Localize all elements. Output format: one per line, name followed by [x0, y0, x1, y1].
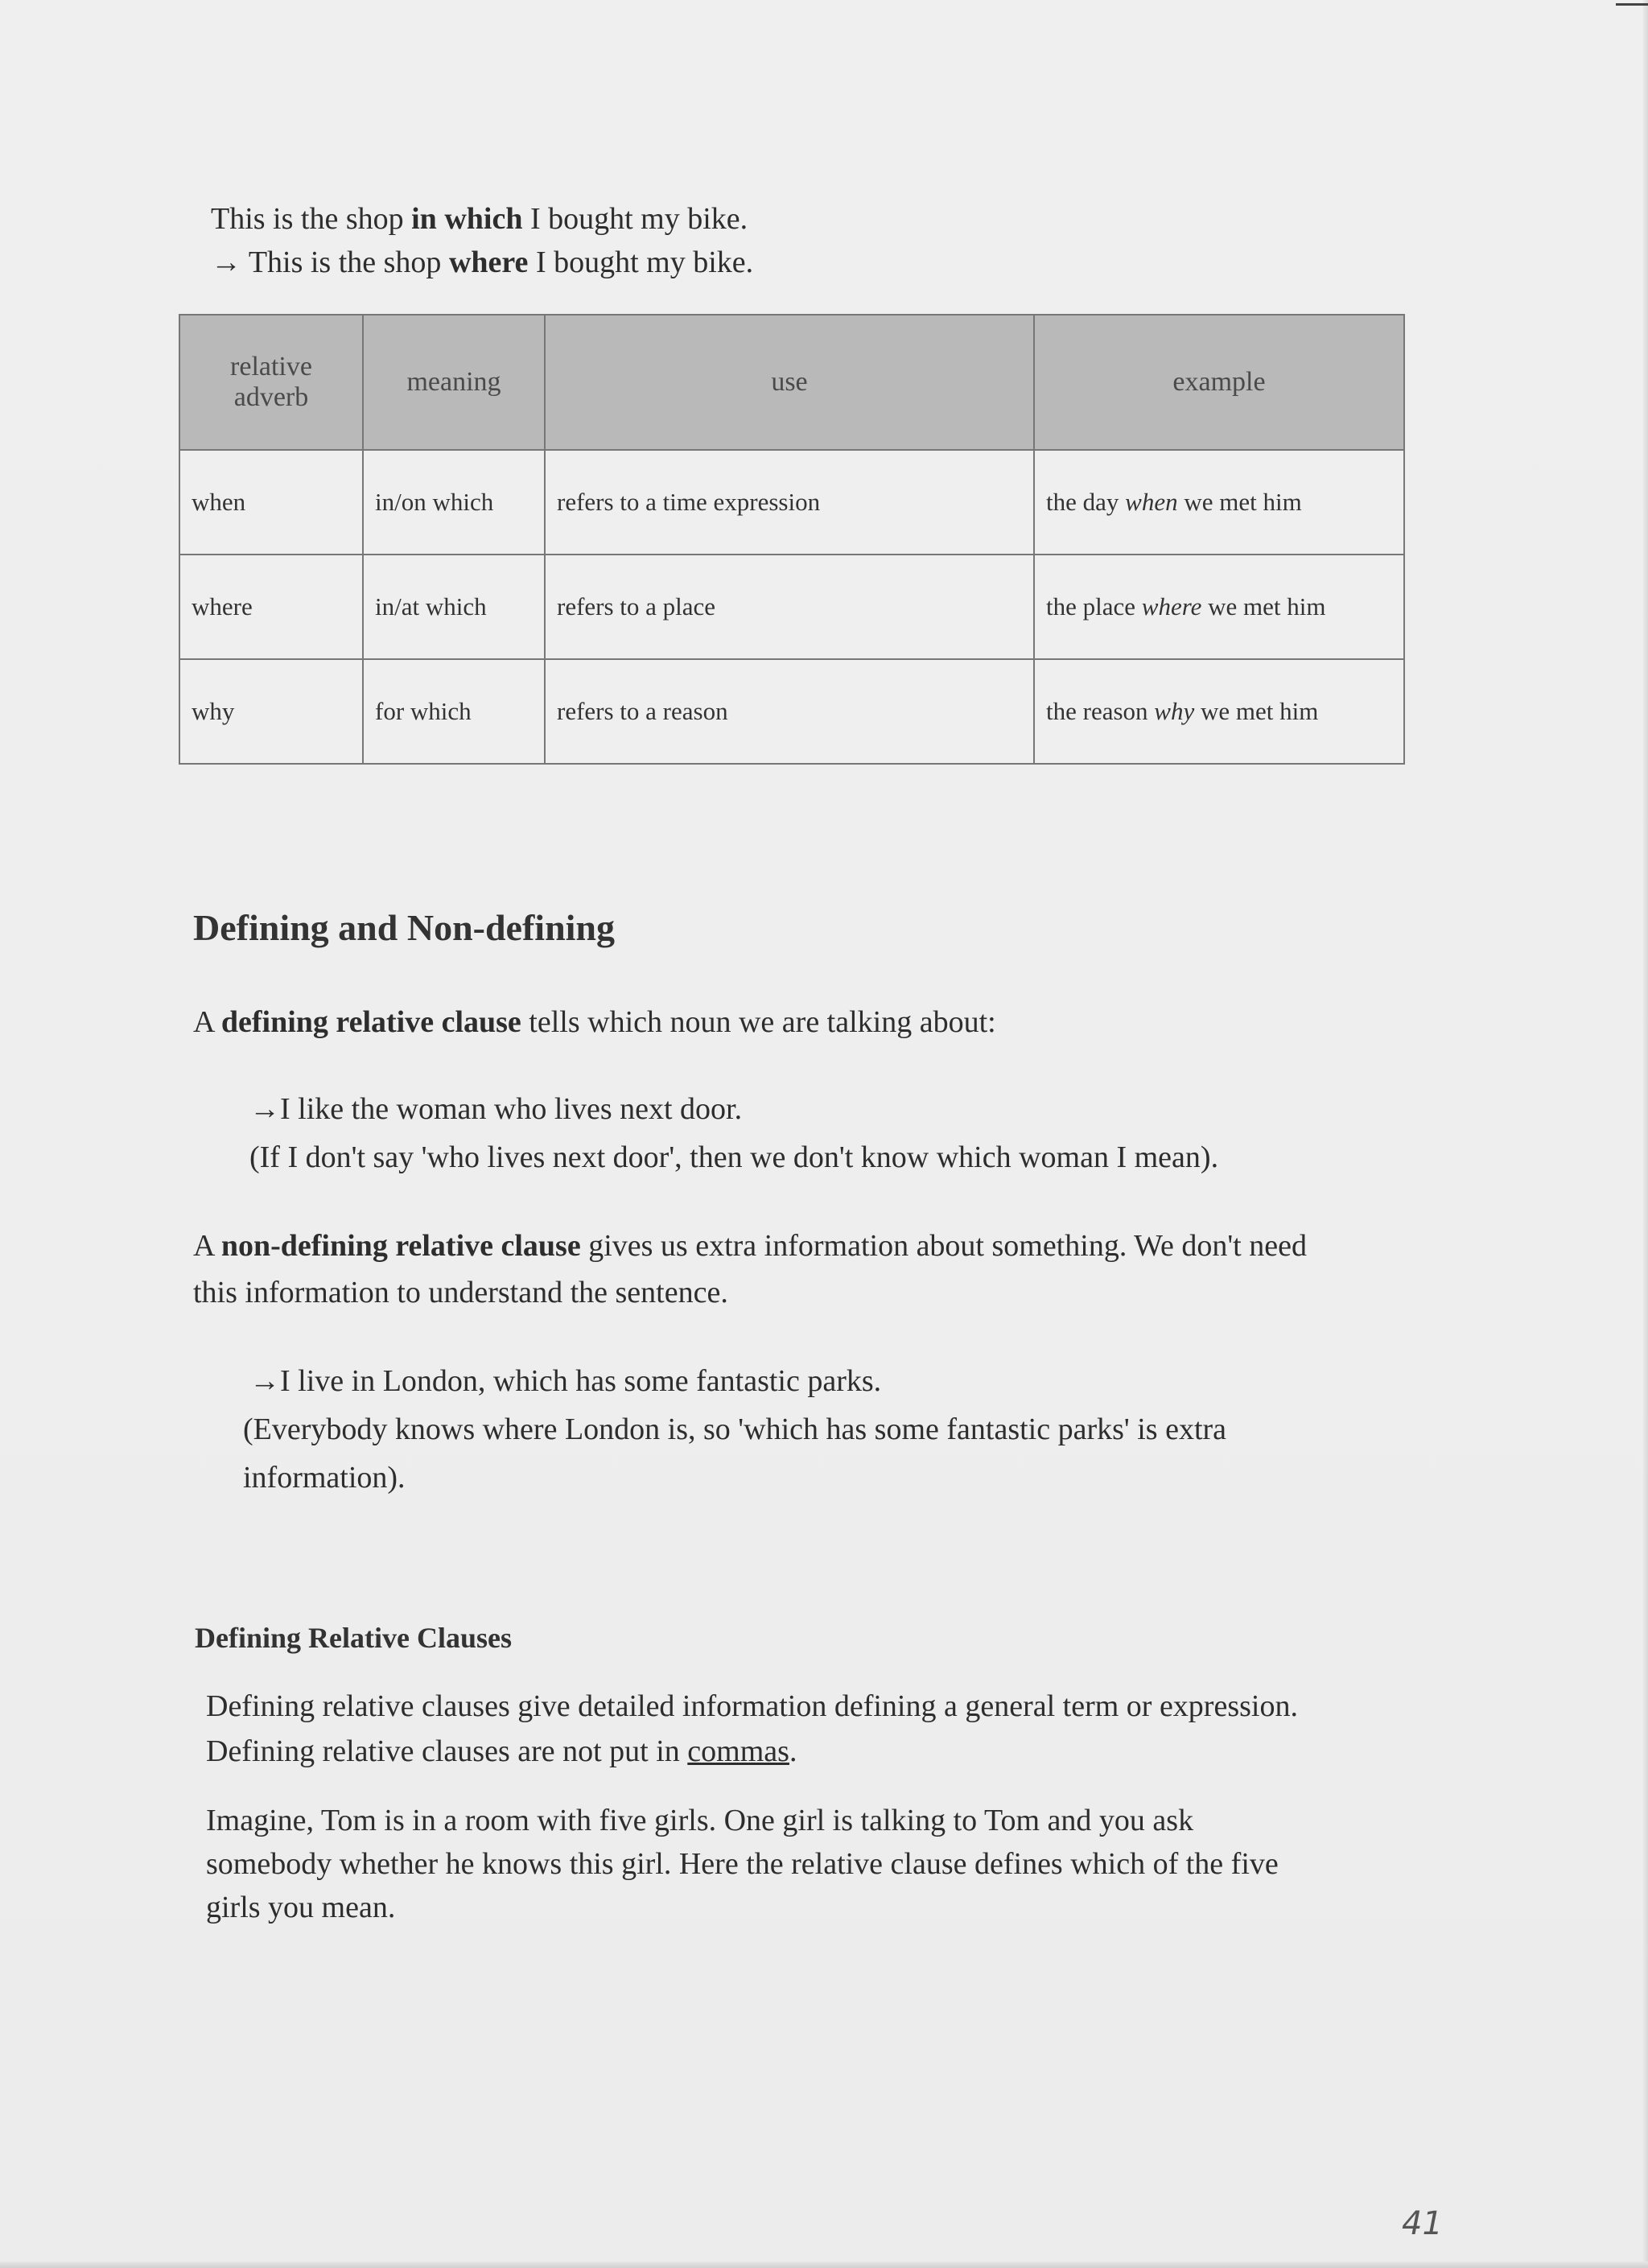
table-row [179, 555, 1404, 659]
defining-text-end: tells which noun we are talking about: [521, 1005, 996, 1039]
header-relative-adverb: relative adverb [179, 315, 363, 450]
example-2-explanation-line-2: information). [243, 1461, 406, 1495]
nondefining-text: A [193, 1229, 221, 1263]
page-edge-bottom [0, 2262, 1648, 2268]
intro-2-text-end: I bought my bike. [528, 245, 754, 279]
defining-text: A [193, 1005, 221, 1039]
defining-term: defining relative clause [220, 1005, 521, 1039]
defining-paragraph-2-line-3: girls you mean. [206, 1891, 396, 1924]
defining-definition [193, 1003, 996, 1041]
p1-text: Defining relative clauses are not put in [206, 1734, 688, 1768]
intro-sentence-1 [211, 200, 748, 238]
scan-mark [1616, 3, 1648, 6]
header-use: use [545, 315, 1034, 450]
example-italic: when [1125, 488, 1178, 516]
example-text-end: we met him [1194, 697, 1319, 725]
example-1-sentence: →I like the woman who lives next door. [249, 1092, 743, 1126]
nondefining-term: non-defining relative clause [220, 1229, 581, 1263]
example-text: the reason [1046, 697, 1155, 725]
intro-1-bold: in which [411, 202, 523, 236]
defining-paragraph-1-line-2 [206, 1732, 797, 1771]
intro-2-text: → This is the shop [211, 245, 449, 279]
cell-example [1034, 450, 1404, 555]
cell-meaning: in/on which [363, 450, 545, 555]
example-text: the day [1046, 488, 1126, 516]
relative-adverb-table [179, 314, 1405, 765]
cell-meaning: for which [363, 659, 545, 764]
commas-underlined: commas [687, 1734, 789, 1768]
subsection-heading: Defining Relative Clauses [195, 1622, 512, 1654]
table-header-row [179, 315, 1404, 450]
defining-paragraph-1-line-1: Defining relative clauses give detailed information defining a general term or expression. [206, 1689, 1298, 1723]
header-example: example [1034, 315, 1404, 450]
cell-use: refers to a reason [545, 659, 1034, 764]
page-number: 41 [1402, 2205, 1443, 2242]
cell-example [1034, 659, 1404, 764]
nondefining-definition-line-2: this information to understand the sentence. [193, 1276, 728, 1309]
defining-paragraph-2-line-2: somebody whether he knows this girl. Here the relative clause defines which of the five [206, 1847, 1279, 1881]
example-italic: why [1154, 697, 1195, 725]
cell-adverb: why [179, 659, 363, 764]
nondefining-definition [193, 1227, 1307, 1265]
intro-1-text: This is the shop [211, 202, 412, 236]
example-italic: where [1141, 592, 1202, 621]
defining-paragraph-2-line-1: Imagine, Tom is in a room with five girls. One girl is talking to Tom and you ask [206, 1804, 1194, 1837]
table-row [179, 659, 1404, 764]
example-text: the place [1046, 592, 1142, 621]
table-row [179, 450, 1404, 555]
intro-1-text-end: I bought my bike. [522, 202, 748, 236]
cell-example [1034, 555, 1404, 659]
cell-adverb: where [179, 555, 363, 659]
cell-adverb: when [179, 450, 363, 555]
intro-2-bold: where [448, 245, 529, 279]
example-text-end: we met him [1201, 592, 1326, 621]
page-edge-right [1643, 0, 1648, 2268]
example-1-explanation: (If I don't say 'who lives next door', then we don't know which woman I mean). [249, 1140, 1219, 1174]
header-meaning: meaning [363, 315, 545, 450]
example-2-explanation: (Everybody knows where London is, so 'which has some fantastic parks' is extra [243, 1412, 1227, 1446]
example-2-sentence: →I live in London, which has some fantastic parks. [249, 1364, 882, 1398]
cell-meaning: in/at which [363, 555, 545, 659]
cell-use: refers to a time expression [545, 450, 1034, 555]
p1-period: . [789, 1734, 797, 1768]
example-text-end: we met him [1177, 488, 1302, 516]
cell-use: refers to a place [545, 555, 1034, 659]
section-heading: Defining and Non-defining [193, 907, 616, 948]
intro-sentence-2 [211, 243, 753, 282]
nondefining-text-end: gives us extra information about something. We don't need [580, 1229, 1307, 1263]
